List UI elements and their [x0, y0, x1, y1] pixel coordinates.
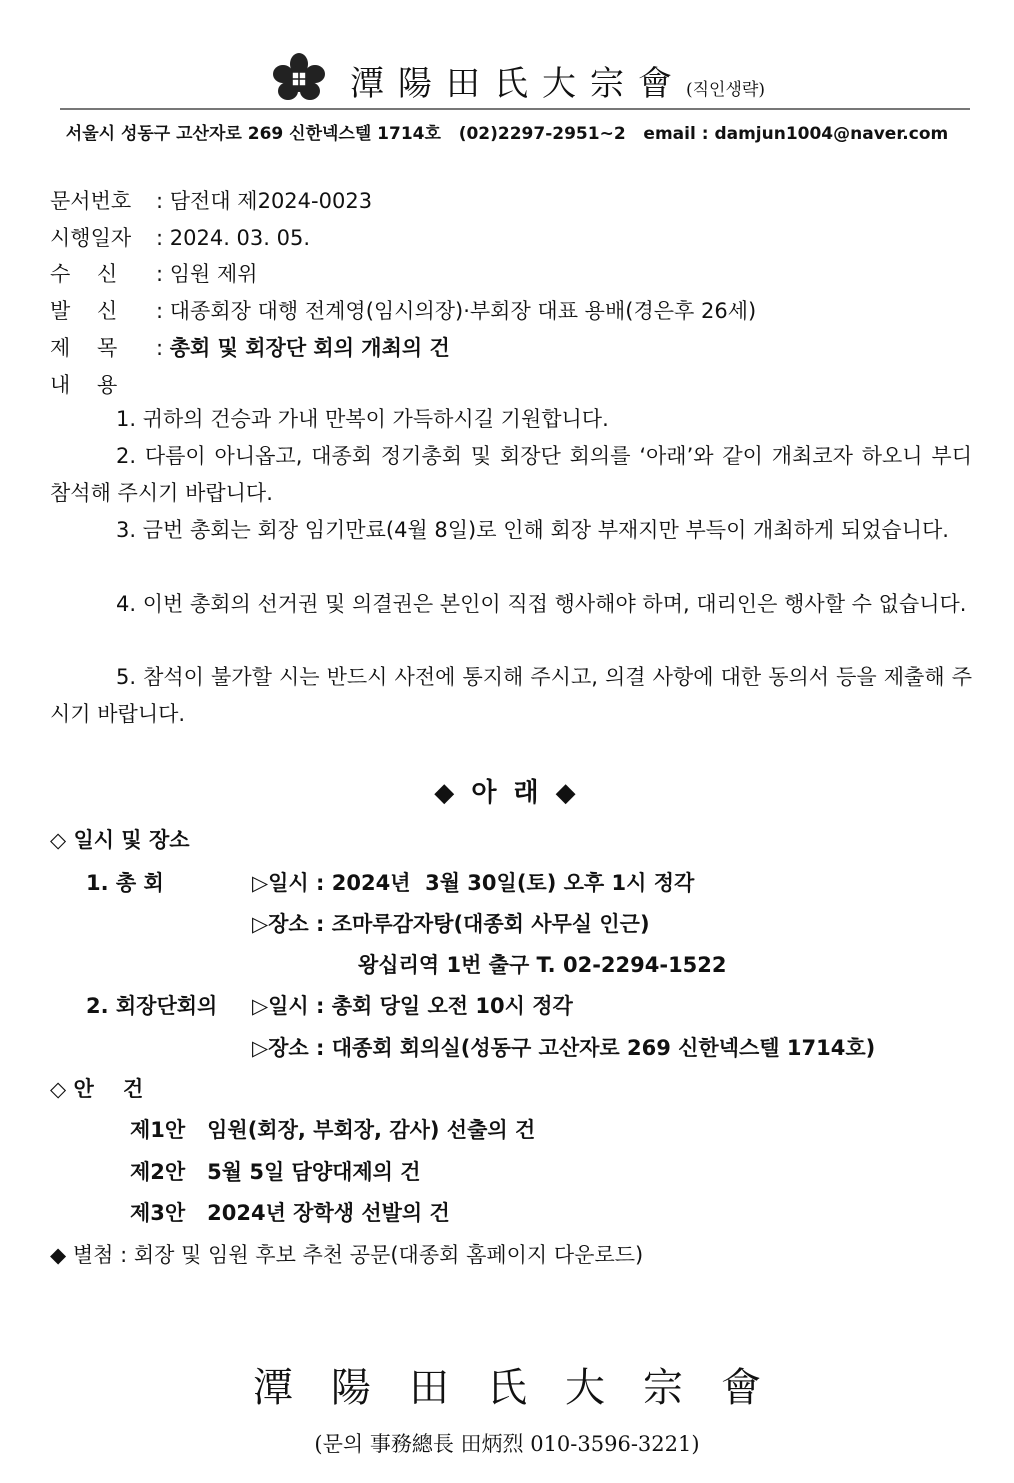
paragraph-text: 5. 참석이 불가할 시는 반드시 사전에 통지해 주시고, 의결 사항에 대한 동의서 등을 제출해 주시기 바랍니다.: [50, 665, 972, 726]
phone: (02)2297-2951~2: [458, 124, 626, 144]
footer-org-name: 潭陽田氏大宗會: [253, 1365, 799, 1411]
meta-sender: 발 신 : 대종회장 대행 전계영(임시의장)·부회장 대표 용배(경은후 26세): [50, 295, 756, 325]
email: damjun1004@naver.com: [714, 124, 949, 144]
paragraph-text: 4. 이번 총회의 선거권 및 의결권은 본인이 직접 행사해야 하며, 대리인은 행사할 수 없습니다.: [116, 592, 967, 616]
meta-value: 임원 제위: [169, 262, 258, 286]
body-paragraph: [50, 512, 972, 549]
meta-value: 총회 및 회장단 회의 개최의 건: [169, 336, 450, 360]
agenda-text: 5월 5일 담양대제의 건: [207, 1160, 421, 1184]
body-paragraph: [50, 659, 972, 733]
header-org-name: [350, 56, 765, 105]
agenda-text: 2024년 장학생 선발의 건: [207, 1201, 450, 1225]
section-title: ◆ 아 래 ◆: [434, 778, 580, 808]
header-divider: [60, 108, 970, 110]
meta-label: 시행일자: [50, 226, 132, 250]
schedule-heading: ◇ 일시 및 장소: [50, 828, 190, 852]
schedule-line: ▷일시 : 2024년 3월 30일(토) 오후 1시 정각: [252, 871, 695, 895]
schedule-line: ▷장소 : 조마루감자탕(대종회 사무실 인근): [252, 912, 650, 936]
agenda-no: 제3안: [130, 1201, 186, 1225]
email-label: email :: [643, 124, 709, 144]
meta-content: [50, 369, 156, 399]
schedule-line: ▷장소 : 대종회 회의실(성동구 고산자로 269 신한넥스텔 1714호): [252, 1036, 876, 1060]
paragraph-text: 3. 금번 총회는 회장 임기만료(4월 8일)로 인해 회장 부재지만 부득이 개최하게 되었습니다.: [116, 518, 949, 542]
footer-contact: (문의 事務總長 田炳烈 010-3596-3221): [314, 1432, 700, 1456]
meta-value: 담전대 제2024-0023: [169, 189, 373, 213]
agenda-heading: ◇ 안 건: [50, 1077, 144, 1101]
body-paragraph: [50, 438, 972, 512]
meta-subject: 제 목 : 총회 및 회장단 회의 개최의 건: [50, 332, 450, 362]
agenda-text: 임원(회장, 부회장, 감사) 선출의 건: [207, 1118, 536, 1142]
schedule-line: ▷일시 : 총회 당일 오전 10시 정각: [252, 994, 573, 1018]
paragraph-text: 2. 다름이 아니옵고, 대종회 정기총회 및 회장단 회의를 ‘아래’와 같이 개최코자 하오니 부디 참석해 주시기 바랍니다.: [50, 444, 972, 505]
meta-doc-number: 문서번호 : 담전대 제2024-0023: [50, 185, 372, 215]
agenda-no: 제1안: [130, 1118, 186, 1142]
body-paragraph: [50, 586, 972, 623]
meta-recipient: 수 신 : 임원 제위: [50, 258, 258, 288]
meta-value: 대종회장 대행 전계영(임시의장)·부회장 대표 용배(경은후 26세): [169, 299, 757, 323]
address: 서울시 성동구 고산자로 269 신한넥스텔 1714호: [65, 124, 441, 144]
clan-seal-logo: [270, 52, 328, 104]
org-name: 潭陽田氏大宗會: [350, 64, 686, 104]
agenda-item: [130, 1156, 421, 1186]
meta-label: 내 용: [50, 373, 118, 397]
schedule-line: 왕십리역 1번 출구 T. 02-2294-1522: [358, 953, 727, 977]
body-paragraph: [50, 401, 972, 438]
meta-label: 제 목: [50, 336, 118, 360]
agenda-item: [130, 1197, 450, 1227]
agenda-no: 제2안: [130, 1160, 186, 1184]
meta-label: 수 신: [50, 262, 118, 286]
meta-label: 발 신: [50, 299, 118, 323]
seal-note: (직인생략): [686, 80, 765, 100]
meta-value: 2024. 03. 05.: [169, 226, 311, 250]
schedule-item-label: 2. 회장단회의: [86, 994, 218, 1018]
meta-label: 문서번호: [50, 189, 132, 213]
paragraph-text: 1. 귀하의 건승과 가내 만복이 가득하시길 기원합니다.: [116, 407, 609, 431]
meta-date: 시행일자 : 2024. 03. 05.: [50, 222, 310, 252]
header-address-line: [0, 119, 1014, 144]
schedule-item-label: 1. 총 회: [86, 871, 164, 895]
attachment-note: ◆ 별첨 : 회장 및 임원 후보 추천 공문(대종회 홈페이지 다운로드): [50, 1243, 644, 1267]
agenda-item: [130, 1114, 535, 1144]
